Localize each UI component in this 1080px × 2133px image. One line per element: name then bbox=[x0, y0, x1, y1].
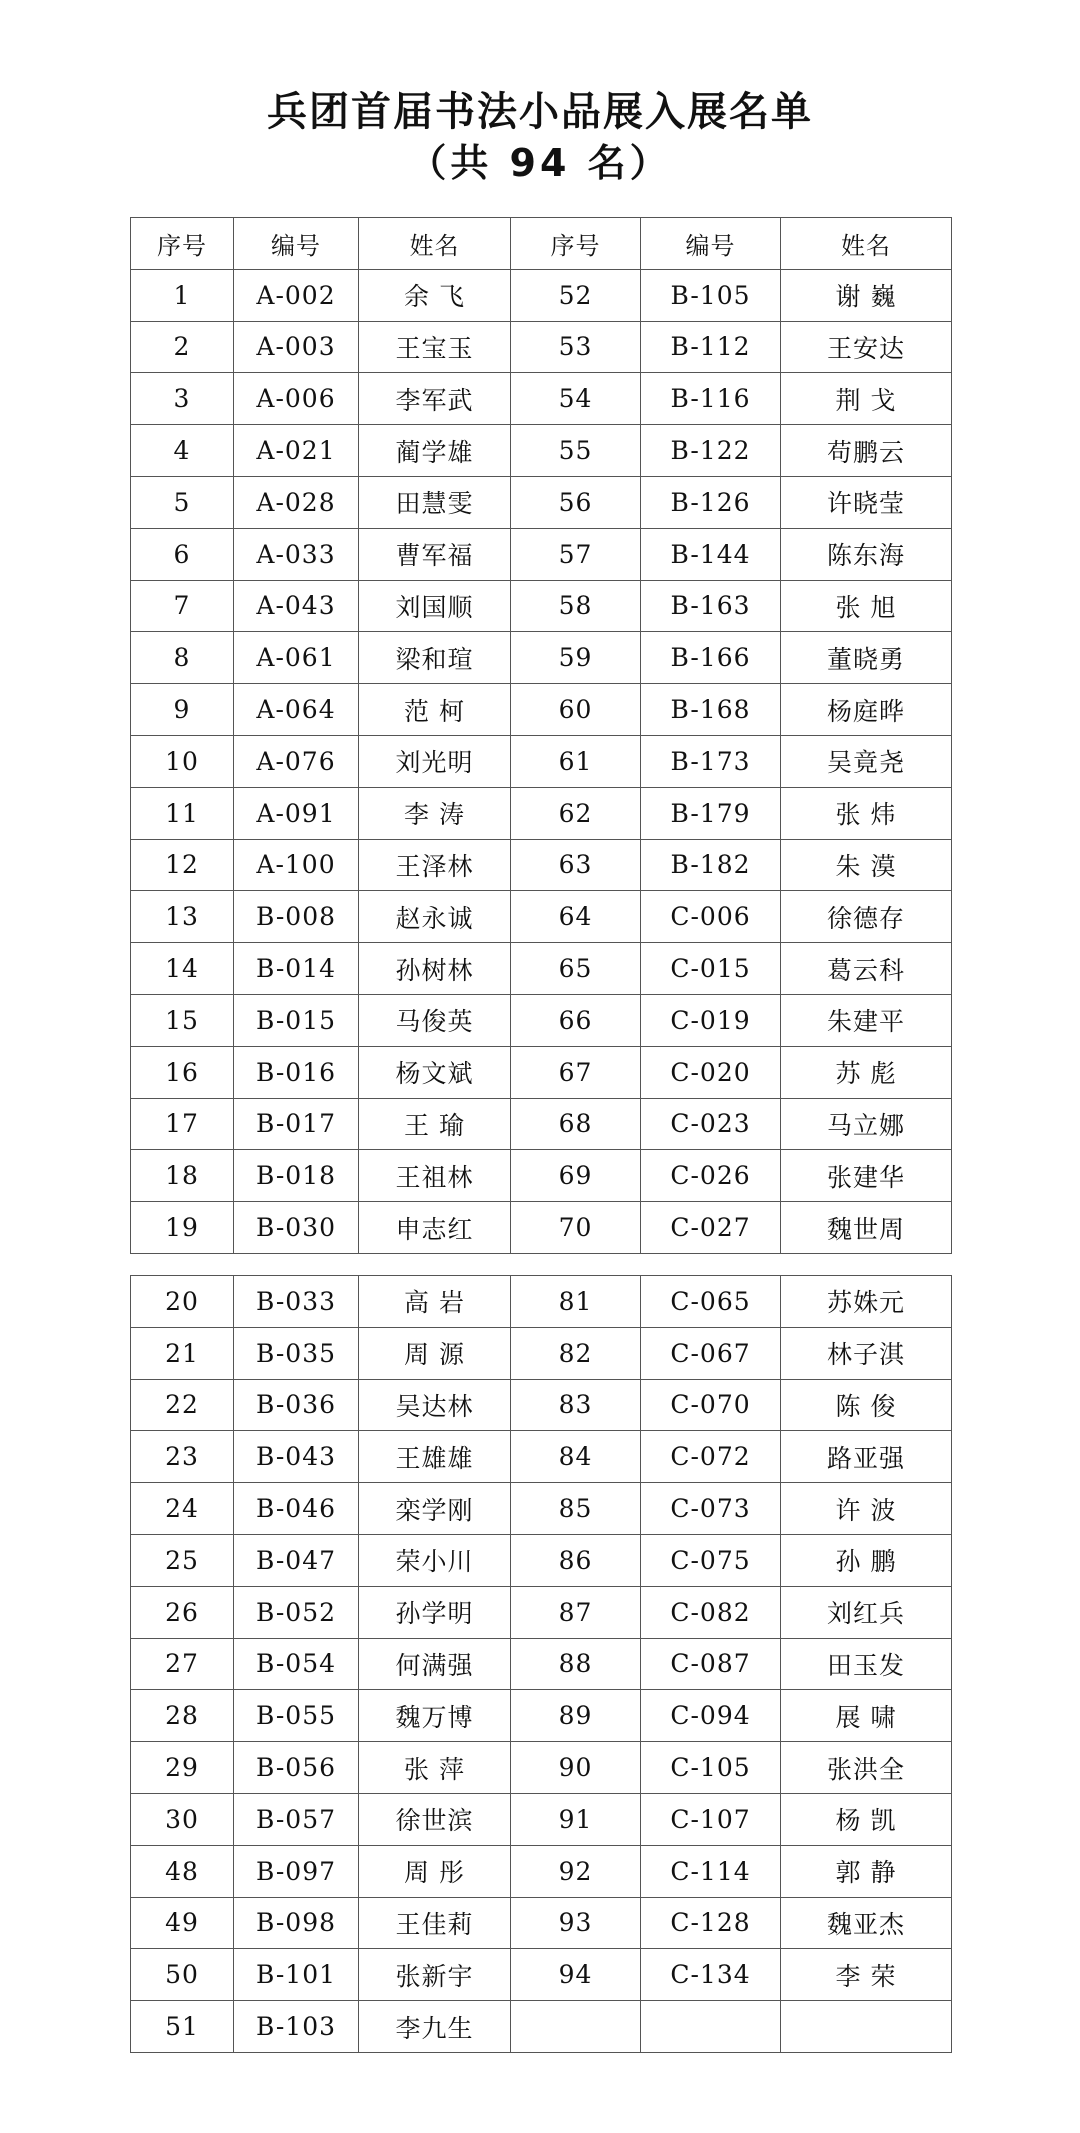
seq-cell: 14 bbox=[131, 943, 234, 995]
code-cell: C-087 bbox=[641, 1638, 781, 1690]
code-cell: B-168 bbox=[641, 684, 781, 736]
roster-body-part-1 bbox=[131, 269, 952, 1253]
table-row bbox=[131, 1327, 952, 1379]
seq-cell: 82 bbox=[511, 1327, 641, 1379]
name-cell: 魏亚杰 bbox=[781, 1897, 952, 1949]
seq-cell: 92 bbox=[511, 1845, 641, 1897]
code-cell: B-103 bbox=[234, 2001, 359, 2053]
code-cell: B-105 bbox=[641, 269, 781, 321]
code-cell: C-070 bbox=[641, 1379, 781, 1431]
table-row bbox=[131, 373, 952, 425]
seq-cell: 6 bbox=[131, 528, 234, 580]
code-cell: B-126 bbox=[641, 476, 781, 528]
seq-cell: 69 bbox=[511, 1150, 641, 1202]
name-cell: 李 涛 bbox=[359, 787, 511, 839]
seq-cell: 70 bbox=[511, 1202, 641, 1254]
seq-cell: 9 bbox=[131, 684, 234, 736]
code-cell: B-043 bbox=[234, 1431, 359, 1483]
name-cell: 马立娜 bbox=[781, 1098, 952, 1150]
name-cell: 荆 戈 bbox=[781, 373, 952, 425]
code-cell: C-072 bbox=[641, 1431, 781, 1483]
code-cell: A-064 bbox=[234, 684, 359, 736]
seq-cell: 13 bbox=[131, 891, 234, 943]
name-cell: 吴竟尧 bbox=[781, 735, 952, 787]
name-cell: 王宝玉 bbox=[359, 321, 511, 373]
name-cell: 高 岩 bbox=[359, 1276, 511, 1328]
name-cell: 张新宇 bbox=[359, 1949, 511, 2001]
name-cell: 孙学明 bbox=[359, 1586, 511, 1638]
seq-cell: 12 bbox=[131, 839, 234, 891]
name-cell: 徐世滨 bbox=[359, 1793, 511, 1845]
name-cell: 张 萍 bbox=[359, 1742, 511, 1794]
name-cell: 董晓勇 bbox=[781, 632, 952, 684]
code-cell: C-065 bbox=[641, 1276, 781, 1328]
seq-cell: 52 bbox=[511, 269, 641, 321]
name-cell: 陈东海 bbox=[781, 528, 952, 580]
code-cell: C-105 bbox=[641, 1742, 781, 1794]
seq-cell: 48 bbox=[131, 1845, 234, 1897]
code-cell: C-015 bbox=[641, 943, 781, 995]
seq-cell: 62 bbox=[511, 787, 641, 839]
table-row bbox=[131, 269, 952, 321]
table-row bbox=[131, 1483, 952, 1535]
name-cell: 张洪全 bbox=[781, 1742, 952, 1794]
table-row bbox=[131, 1638, 952, 1690]
name-cell: 田玉发 bbox=[781, 1638, 952, 1690]
code-cell: A-028 bbox=[234, 476, 359, 528]
code-cell: B-173 bbox=[641, 735, 781, 787]
seq-cell: 19 bbox=[131, 1202, 234, 1254]
name-cell: 李 荣 bbox=[781, 1949, 952, 2001]
name-cell: 苏姝元 bbox=[781, 1276, 952, 1328]
seq-cell: 90 bbox=[511, 1742, 641, 1794]
seq-cell: 27 bbox=[131, 1638, 234, 1690]
name-cell: 周 彤 bbox=[359, 1845, 511, 1897]
seq-cell: 22 bbox=[131, 1379, 234, 1431]
seq-cell bbox=[511, 2001, 641, 2053]
code-cell: B-046 bbox=[234, 1483, 359, 1535]
seq-cell: 21 bbox=[131, 1327, 234, 1379]
name-cell: 王安达 bbox=[781, 321, 952, 373]
seq-cell: 55 bbox=[511, 425, 641, 477]
table-row bbox=[131, 1431, 952, 1483]
code-cell: C-023 bbox=[641, 1098, 781, 1150]
name-cell: 魏世周 bbox=[781, 1202, 952, 1254]
name-cell: 魏万博 bbox=[359, 1690, 511, 1742]
name-cell: 李九生 bbox=[359, 2001, 511, 2053]
table-row bbox=[131, 425, 952, 477]
name-cell: 李军武 bbox=[359, 373, 511, 425]
code-cell: B-014 bbox=[234, 943, 359, 995]
code-cell: B-030 bbox=[234, 1202, 359, 1254]
code-cell: A-100 bbox=[234, 839, 359, 891]
table-row bbox=[131, 735, 952, 787]
code-cell: B-144 bbox=[641, 528, 781, 580]
header-name: 姓名 bbox=[781, 218, 952, 270]
name-cell: 王雄雄 bbox=[359, 1431, 511, 1483]
seq-cell: 63 bbox=[511, 839, 641, 891]
seq-cell: 64 bbox=[511, 891, 641, 943]
header-seq: 序号 bbox=[511, 218, 641, 270]
code-cell: C-067 bbox=[641, 1327, 781, 1379]
seq-cell: 59 bbox=[511, 632, 641, 684]
name-cell: 栾学刚 bbox=[359, 1483, 511, 1535]
seq-cell: 30 bbox=[131, 1793, 234, 1845]
code-cell: C-027 bbox=[641, 1202, 781, 1254]
seq-cell: 84 bbox=[511, 1431, 641, 1483]
table-row bbox=[131, 1202, 952, 1254]
seq-cell: 60 bbox=[511, 684, 641, 736]
seq-cell: 57 bbox=[511, 528, 641, 580]
name-cell: 林子淇 bbox=[781, 1327, 952, 1379]
code-cell: A-006 bbox=[234, 373, 359, 425]
seq-cell: 28 bbox=[131, 1690, 234, 1742]
name-cell: 王泽林 bbox=[359, 839, 511, 891]
name-cell: 刘光明 bbox=[359, 735, 511, 787]
header-name: 姓名 bbox=[359, 218, 511, 270]
code-cell: C-114 bbox=[641, 1845, 781, 1897]
seq-cell: 68 bbox=[511, 1098, 641, 1150]
roster-table-part-2 bbox=[130, 1275, 952, 2053]
table-row bbox=[131, 580, 952, 632]
seq-cell: 83 bbox=[511, 1379, 641, 1431]
seq-cell: 65 bbox=[511, 943, 641, 995]
code-cell: A-033 bbox=[234, 528, 359, 580]
table-row bbox=[131, 528, 952, 580]
code-cell: C-075 bbox=[641, 1534, 781, 1586]
seq-cell: 87 bbox=[511, 1586, 641, 1638]
seq-cell: 56 bbox=[511, 476, 641, 528]
code-cell: B-116 bbox=[641, 373, 781, 425]
code-cell: B-179 bbox=[641, 787, 781, 839]
seq-cell: 4 bbox=[131, 425, 234, 477]
code-cell: B-033 bbox=[234, 1276, 359, 1328]
name-cell: 张 旭 bbox=[781, 580, 952, 632]
name-cell: 张 炜 bbox=[781, 787, 952, 839]
table-row bbox=[131, 1897, 952, 1949]
name-cell: 苏 彪 bbox=[781, 1046, 952, 1098]
name-cell: 许 波 bbox=[781, 1483, 952, 1535]
seq-cell: 66 bbox=[511, 994, 641, 1046]
name-cell: 孙树林 bbox=[359, 943, 511, 995]
name-cell: 田慧雯 bbox=[359, 476, 511, 528]
code-cell: B-101 bbox=[234, 1949, 359, 2001]
seq-cell: 88 bbox=[511, 1638, 641, 1690]
header-seq: 序号 bbox=[131, 218, 234, 270]
seq-cell: 10 bbox=[131, 735, 234, 787]
table-row bbox=[131, 787, 952, 839]
table-row bbox=[131, 632, 952, 684]
table-row bbox=[131, 839, 952, 891]
code-cell: B-016 bbox=[234, 1046, 359, 1098]
table-row bbox=[131, 476, 952, 528]
seq-cell: 61 bbox=[511, 735, 641, 787]
table-row bbox=[131, 891, 952, 943]
code-cell: B-017 bbox=[234, 1098, 359, 1150]
code-cell: B-122 bbox=[641, 425, 781, 477]
seq-cell: 91 bbox=[511, 1793, 641, 1845]
name-cell: 王佳莉 bbox=[359, 1897, 511, 1949]
name-cell: 马俊英 bbox=[359, 994, 511, 1046]
seq-cell: 2 bbox=[131, 321, 234, 373]
name-cell: 杨文斌 bbox=[359, 1046, 511, 1098]
code-cell bbox=[641, 2001, 781, 2053]
seq-cell: 7 bbox=[131, 580, 234, 632]
seq-cell: 16 bbox=[131, 1046, 234, 1098]
code-cell: B-008 bbox=[234, 891, 359, 943]
code-cell: B-054 bbox=[234, 1638, 359, 1690]
table-row bbox=[131, 1793, 952, 1845]
code-cell: B-112 bbox=[641, 321, 781, 373]
table-row bbox=[131, 994, 952, 1046]
name-cell: 刘红兵 bbox=[781, 1586, 952, 1638]
code-cell: A-002 bbox=[234, 269, 359, 321]
code-cell: B-057 bbox=[234, 1793, 359, 1845]
seq-cell: 1 bbox=[131, 269, 234, 321]
table-header-row bbox=[131, 218, 952, 270]
seq-cell: 94 bbox=[511, 1949, 641, 2001]
name-cell: 范 柯 bbox=[359, 684, 511, 736]
name-cell: 周 源 bbox=[359, 1327, 511, 1379]
code-cell: B-035 bbox=[234, 1327, 359, 1379]
code-cell: B-047 bbox=[234, 1534, 359, 1586]
name-cell: 苟鹏云 bbox=[781, 425, 952, 477]
table-row bbox=[131, 321, 952, 373]
name-cell: 蔺学雄 bbox=[359, 425, 511, 477]
code-cell: C-082 bbox=[641, 1586, 781, 1638]
name-cell: 赵永诚 bbox=[359, 891, 511, 943]
seq-cell: 29 bbox=[131, 1742, 234, 1794]
name-cell: 郭 静 bbox=[781, 1845, 952, 1897]
table-row bbox=[131, 1276, 952, 1328]
seq-cell: 5 bbox=[131, 476, 234, 528]
table-row bbox=[131, 1949, 952, 2001]
name-cell: 朱建平 bbox=[781, 994, 952, 1046]
seq-cell: 81 bbox=[511, 1276, 641, 1328]
code-cell: B-097 bbox=[234, 1845, 359, 1897]
name-cell: 朱 漠 bbox=[781, 839, 952, 891]
name-cell: 曹军福 bbox=[359, 528, 511, 580]
name-cell: 葛云科 bbox=[781, 943, 952, 995]
table-row bbox=[131, 1690, 952, 1742]
seq-cell: 50 bbox=[131, 1949, 234, 2001]
code-cell: C-094 bbox=[641, 1690, 781, 1742]
table-row bbox=[131, 1742, 952, 1794]
table-row bbox=[131, 1098, 952, 1150]
table-row bbox=[131, 1046, 952, 1098]
header-code: 编号 bbox=[234, 218, 359, 270]
name-cell: 王祖林 bbox=[359, 1150, 511, 1202]
name-cell: 刘国顺 bbox=[359, 580, 511, 632]
code-cell: B-036 bbox=[234, 1379, 359, 1431]
code-cell: C-073 bbox=[641, 1483, 781, 1535]
name-cell: 梁和瑄 bbox=[359, 632, 511, 684]
code-cell: C-020 bbox=[641, 1046, 781, 1098]
code-cell: B-182 bbox=[641, 839, 781, 891]
table-row bbox=[131, 684, 952, 736]
seq-cell: 15 bbox=[131, 994, 234, 1046]
name-cell: 杨庭晔 bbox=[781, 684, 952, 736]
seq-cell: 11 bbox=[131, 787, 234, 839]
code-cell: A-076 bbox=[234, 735, 359, 787]
seq-cell: 86 bbox=[511, 1534, 641, 1586]
seq-cell: 89 bbox=[511, 1690, 641, 1742]
seq-cell: 25 bbox=[131, 1534, 234, 1586]
code-cell: C-026 bbox=[641, 1150, 781, 1202]
code-cell: C-019 bbox=[641, 994, 781, 1046]
code-cell: B-052 bbox=[234, 1586, 359, 1638]
code-cell: A-003 bbox=[234, 321, 359, 373]
name-cell: 王 瑜 bbox=[359, 1098, 511, 1150]
header-code: 编号 bbox=[641, 218, 781, 270]
name-cell: 张建华 bbox=[781, 1150, 952, 1202]
table-row bbox=[131, 1150, 952, 1202]
name-cell: 申志红 bbox=[359, 1202, 511, 1254]
name-cell: 许晓莹 bbox=[781, 476, 952, 528]
seq-cell: 23 bbox=[131, 1431, 234, 1483]
name-cell: 杨 凯 bbox=[781, 1793, 952, 1845]
name-cell: 吴达林 bbox=[359, 1379, 511, 1431]
table-row bbox=[131, 1534, 952, 1586]
seq-cell: 18 bbox=[131, 1150, 234, 1202]
seq-cell: 26 bbox=[131, 1586, 234, 1638]
code-cell: B-166 bbox=[641, 632, 781, 684]
table-row bbox=[131, 1379, 952, 1431]
code-cell: C-107 bbox=[641, 1793, 781, 1845]
code-cell: B-163 bbox=[641, 580, 781, 632]
name-cell: 荣小川 bbox=[359, 1534, 511, 1586]
seq-cell: 3 bbox=[131, 373, 234, 425]
code-cell: A-021 bbox=[234, 425, 359, 477]
table-row bbox=[131, 2001, 952, 2053]
name-cell: 路亚强 bbox=[781, 1431, 952, 1483]
code-cell: C-134 bbox=[641, 1949, 781, 2001]
code-cell: A-061 bbox=[234, 632, 359, 684]
seq-cell: 51 bbox=[131, 2001, 234, 2053]
name-cell bbox=[781, 2001, 952, 2053]
code-cell: C-006 bbox=[641, 891, 781, 943]
name-cell: 陈 俊 bbox=[781, 1379, 952, 1431]
name-cell: 何满强 bbox=[359, 1638, 511, 1690]
name-cell: 徐德存 bbox=[781, 891, 952, 943]
seq-cell: 53 bbox=[511, 321, 641, 373]
code-cell: B-055 bbox=[234, 1690, 359, 1742]
seq-cell: 67 bbox=[511, 1046, 641, 1098]
seq-cell: 17 bbox=[131, 1098, 234, 1150]
table-row bbox=[131, 943, 952, 995]
seq-cell: 20 bbox=[131, 1276, 234, 1328]
name-cell: 展 啸 bbox=[781, 1690, 952, 1742]
seq-cell: 85 bbox=[511, 1483, 641, 1535]
code-cell: B-018 bbox=[234, 1150, 359, 1202]
code-cell: B-056 bbox=[234, 1742, 359, 1794]
name-cell: 谢 巍 bbox=[781, 269, 952, 321]
seq-cell: 93 bbox=[511, 1897, 641, 1949]
seq-cell: 49 bbox=[131, 1897, 234, 1949]
page-subtitle: （共 94 名） bbox=[408, 141, 672, 185]
table-row bbox=[131, 1845, 952, 1897]
seq-cell: 58 bbox=[511, 580, 641, 632]
code-cell: C-128 bbox=[641, 1897, 781, 1949]
roster-table-part-1 bbox=[130, 217, 952, 1254]
seq-cell: 8 bbox=[131, 632, 234, 684]
code-cell: B-015 bbox=[234, 994, 359, 1046]
seq-cell: 24 bbox=[131, 1483, 234, 1535]
code-cell: B-098 bbox=[234, 1897, 359, 1949]
seq-cell: 54 bbox=[511, 373, 641, 425]
name-cell: 孙 鹏 bbox=[781, 1534, 952, 1586]
table-row bbox=[131, 1586, 952, 1638]
code-cell: A-091 bbox=[234, 787, 359, 839]
code-cell: A-043 bbox=[234, 580, 359, 632]
page-title: 兵团首届书法小品展入展名单 bbox=[267, 89, 813, 135]
roster-body-part-2 bbox=[131, 1276, 952, 2053]
name-cell: 余 飞 bbox=[359, 269, 511, 321]
